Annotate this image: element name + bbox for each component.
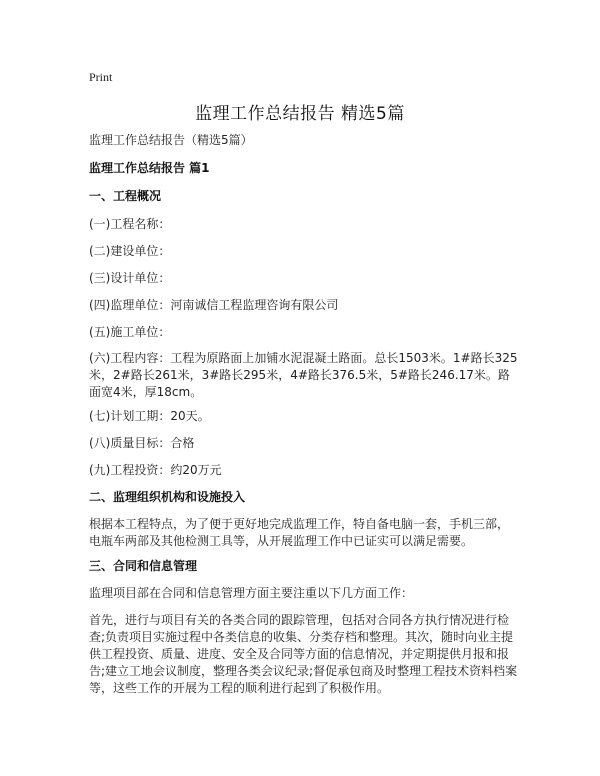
quality-target-item: (八)质量目标：合格 [89,436,195,450]
section-heading-organization: 二、监理组织机构和设施投入 [89,490,246,504]
project-content-item: (六)工程内容：工程为原路面上加铺水泥混凝土路面。总长1503米。1#路长325米，2#路长261米，3#路长295米，4#路长376.5米，5#路长246.17米。路面宽4米，厚18cm。 [89,351,518,399]
contractor-unit-item: (五)施工单位： [89,325,171,339]
section-heading-contract: 三、合同和信息管理 [89,559,198,573]
document-subtitle: 监理工作总结报告（精选5篇） [89,133,253,147]
supervision-unit-item: (四)监理单位：河南诚信工程监理咨询有限公司 [89,298,339,312]
contract-paragraph: 首先，进行与项目有关的各类合同的跟踪管理，包括对合同各方执行情况进行检查;负责项目实施过程中各类信息的收集、分类存档和整理。其次，随时向业主提供工程投资、质量、进度、安全及合同等方面的信息情况，并定期提供月报和报告;建立工地会议制度，整理各类会议纪录;督促承包商及时整理工程技术资料档案等，这些工作的开展为工程的顺利进行起到了积极作用。 [89,613,518,695]
contract-intro: 监理项目部在合同和信息管理方面主要注重以下几方面工作： [89,586,414,600]
print-label[interactable]: Print [89,70,113,84]
organization-paragraph: 根据本工程特点，为了便于更好地完成监理工作，特自备电脑一套，手机三部，电瓶车两部及其他检测工具等，从开展监理工作中已证实可以满足需要。 [89,517,510,548]
planned-duration-item: (七)计划工期：20天。 [89,409,210,423]
section-heading-overview: 一、工程概况 [89,189,162,203]
construction-unit-item: (二)建设单位： [89,244,171,258]
project-name-item: (一)工程名称： [89,217,171,231]
design-unit-item: (三)设计单位： [89,271,171,285]
document-title: 监理工作总结报告 精选5篇 [195,104,405,124]
article-heading: 监理工作总结报告 篇1 [89,161,210,175]
investment-item: (九)工程投资：约20万元 [89,463,222,477]
